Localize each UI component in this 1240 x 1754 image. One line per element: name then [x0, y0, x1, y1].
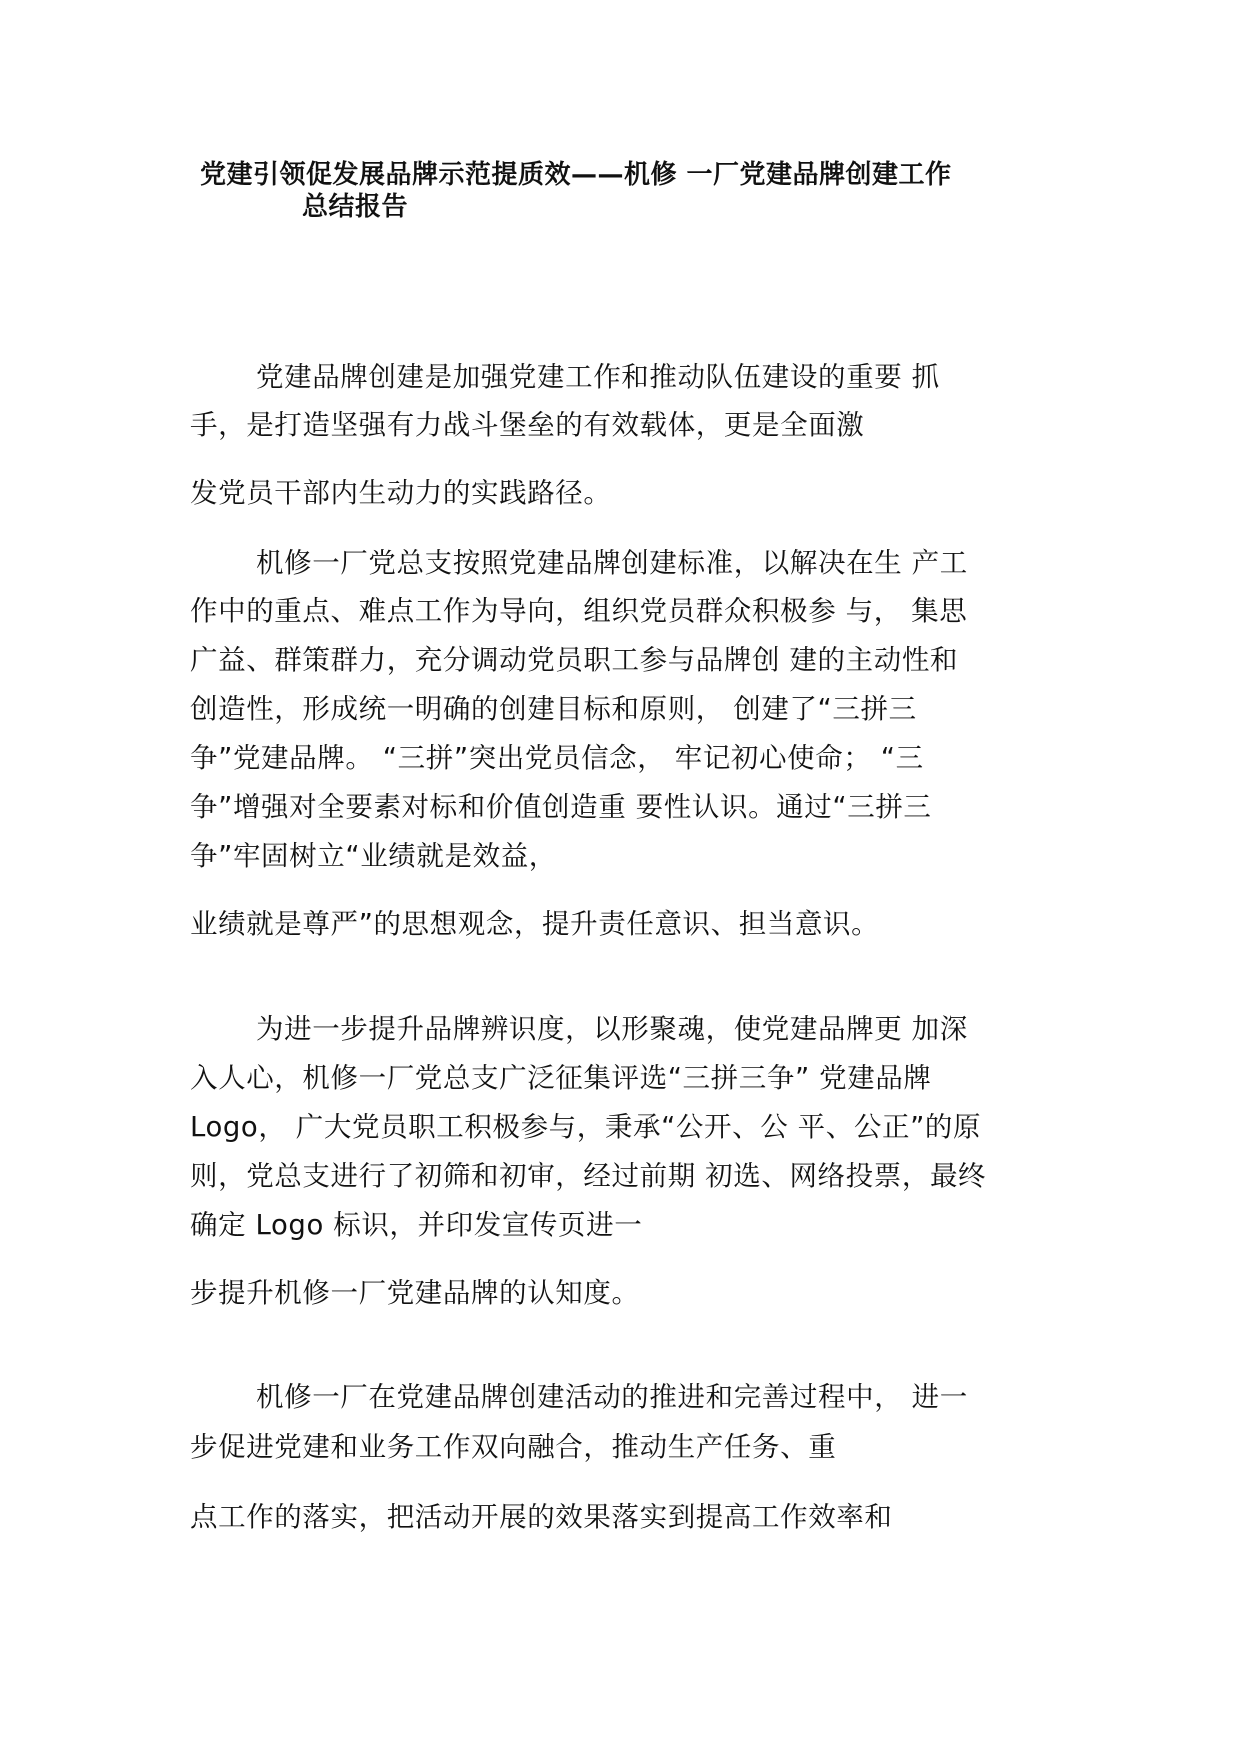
paragraph-2-line-4: 创造性，形成统一明确的创建目标和原则， 创建了“三拼三: [190, 693, 917, 725]
paragraph-1-line-3: 发党员干部内生动力的实践路径。: [190, 477, 612, 509]
paragraph-1-line-2: 手，是打造坚强有力战斗堡垒的有效载体，更是全面激: [190, 409, 865, 441]
paragraph-2-line-8: 业绩就是尊严”的思想观念，提升责任意识、担当意识。: [190, 908, 880, 940]
paragraph-1-line-1: 党建品牌创建是加强党建工作和推动队伍建设的重要 抓: [256, 361, 940, 393]
paragraph-3-line-1: 为进一步提升品牌辨识度，以形聚魂，使党建品牌更 加深: [256, 1013, 968, 1045]
paragraph-3-line-5: 确定 Logo 标识，并印发宣传页进一: [190, 1209, 643, 1241]
paragraph-4-line-3: 点工作的落实，把活动开展的效果落实到提高工作效率和: [190, 1501, 893, 1533]
paragraph-3-line-3: Logo， 广大党员职工积极参与，秉承“公开、公 平、公正”的原: [190, 1111, 982, 1143]
paragraph-2-line-1: 机修一厂党总支按照党建品牌创建标准，以解决在生 产工: [256, 547, 968, 579]
paragraph-4-line-1: 机修一厂在党建品牌创建活动的推进和完善过程中， 进一: [256, 1381, 968, 1413]
paragraph-3-line-6: 步提升机修一厂党建品牌的认知度。: [190, 1277, 640, 1309]
paragraph-2-line-3: 广益、群策群力，充分调动党员职工参与品牌创 建的主动性和: [190, 644, 959, 676]
paragraph-4-line-2: 步促进党建和业务工作双向融合，推动生产任务、重: [190, 1431, 837, 1463]
document-title-line-1: 党建引领促发展品牌示范提质效——机修 一厂党建品牌创建工作: [200, 160, 952, 190]
paragraph-2-line-5: 争”党建品牌。 “三拼”突出党员信念， 牢记初心使命； “三: [190, 742, 924, 774]
document-title-line-2: 总结报告: [302, 192, 409, 222]
paragraph-2-line-2: 作中的重点、难点工作为导向，组织党员群众积极参 与， 集思: [190, 595, 968, 627]
paragraph-3-line-2: 入人心，机修一厂党总支广泛征集评选“三拼三争” 党建品牌: [190, 1062, 932, 1094]
paragraph-2-line-7: 争”牢固树立“业绩就是效益，: [190, 840, 557, 872]
paragraph-3-line-4: 则，党总支进行了初筛和初审，经过前期 初选、网络投票，最终: [190, 1160, 987, 1192]
paragraph-2-line-6: 争”增强对全要素对标和价值创造重 要性认识。通过“三拼三: [190, 791, 932, 823]
